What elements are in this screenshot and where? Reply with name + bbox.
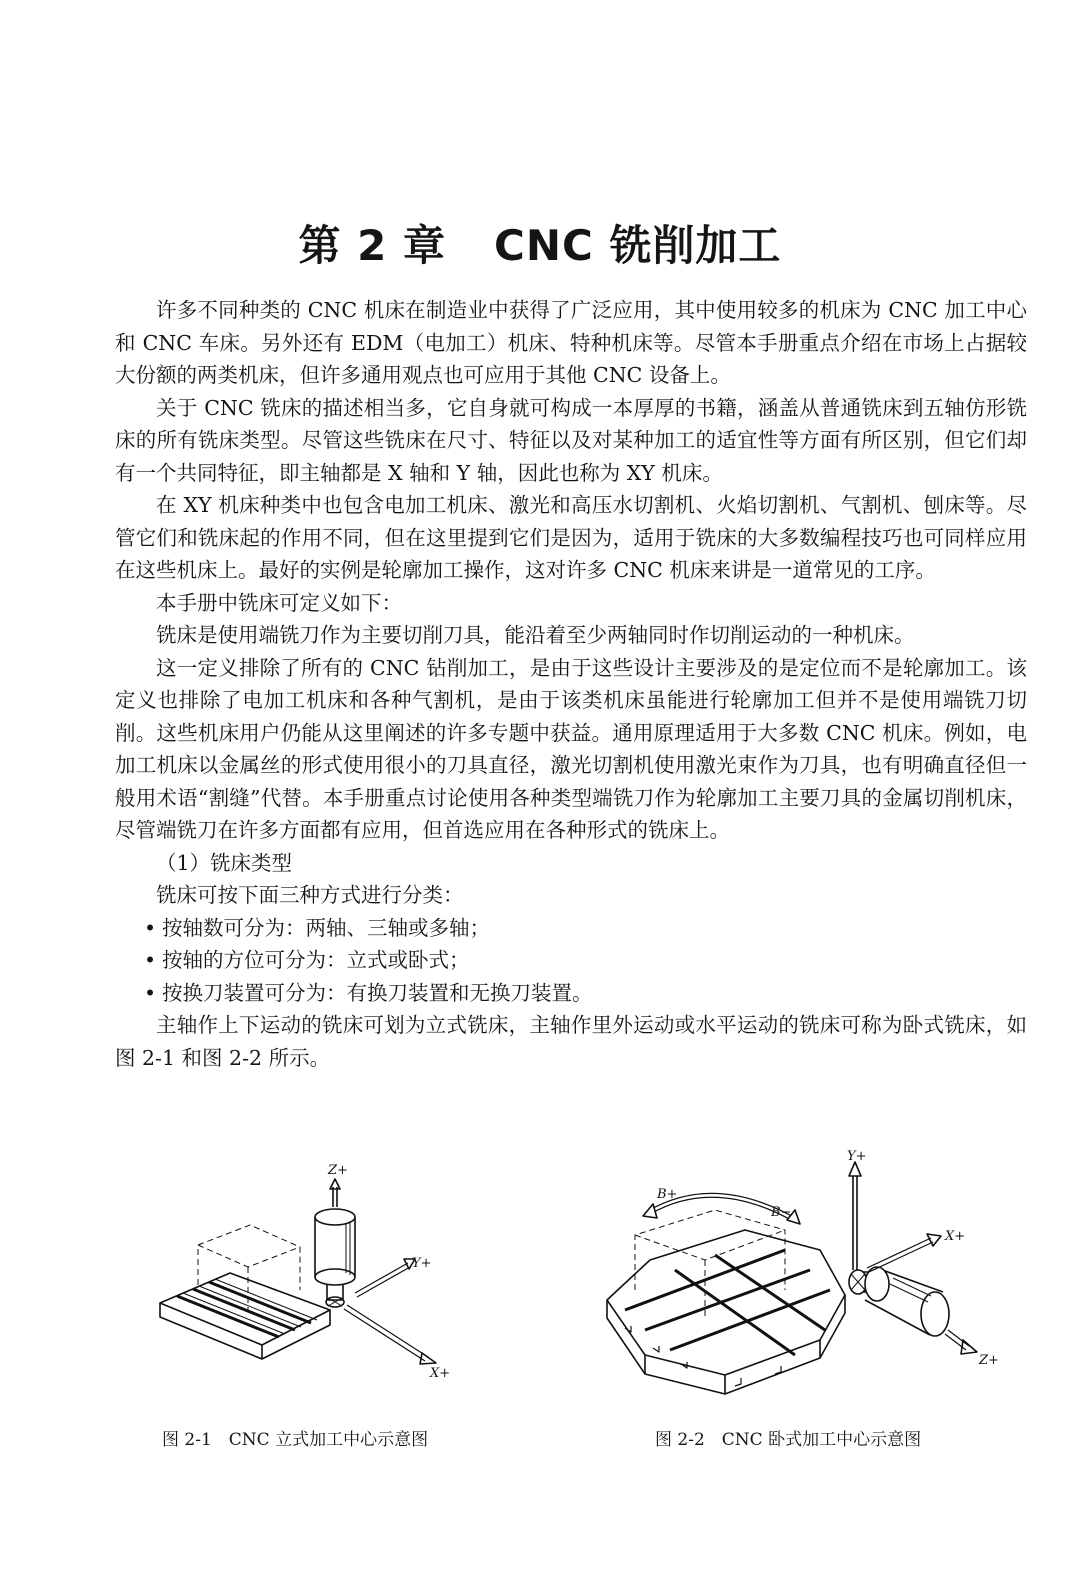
axis-label-y: Y+: [412, 1256, 432, 1271]
rotation-label-b-minus: B−: [771, 1205, 792, 1220]
figure-horizontal-machining-center: [595, 1150, 1000, 1415]
paragraph: 这一定义排除了所有的 CNC 钻削加工，是由于这些设计主要涉及的是定位而不是轮廓加工。该定义也排除了电加工机床和各种气割机，是由于该类机床虽能进行轮廓加工但并不是使用端铣刀切削。这些机床用户仍能从这里阐述的许多专题中获益。通用原理适用于大多数 CNC 机床。例如，电加工机床以金属丝的形式使用很小的刀具直径，激光切割机使用激光束作为刀具，也有明确直径但一般用术语“割缝”代替。本手册重点讨论使用各种类型端铣刀作为轮廓加工主要刀具的金属切削机床，尽管端铣刀在许多方面都有应用，但首选应用在各种形式的铣床上。: [115, 655, 1027, 842]
bullet-item: • 按轴的方位可分为：立式或卧式；: [115, 944, 1027, 977]
bullet-item: • 按换刀装置可分为：有换刀装置和无换刀装置。: [115, 977, 1027, 1010]
chapter-number: 第 2 章: [298, 221, 447, 270]
figure-vertical-machining-center: [150, 1155, 480, 1385]
rotation-label-b-plus: B+: [657, 1187, 678, 1202]
axis-label-y: Y+: [847, 1150, 867, 1164]
chapter-name: CNC 铣削加工: [494, 221, 782, 270]
chapter-title: [0, 213, 1080, 273]
figure-2-2-caption: 图 2-2 CNC 卧式加工中心示意图: [655, 1430, 922, 1450]
paragraph: 铣床可按下面三种方式进行分类：: [156, 883, 464, 907]
section-heading: （1）铣床类型: [156, 850, 293, 875]
paragraph: 本手册中铣床可定义如下：: [156, 590, 402, 615]
axis-label-z: Z+: [328, 1163, 348, 1178]
axis-label-x: X+: [430, 1366, 451, 1381]
bullet-icon: •: [144, 948, 157, 972]
paragraph: 主轴作上下运动的铣床可划为立式铣床，主轴作里外运动或水平运动的铣床可称为卧式铣床，如图 2-1 和图 2-2 所示。: [115, 1013, 1027, 1070]
figure-2-1-caption: 图 2-1 CNC 立式加工中心示意图: [162, 1430, 429, 1450]
paragraph: 许多不同种类的 CNC 机床在制造业中获得了广泛应用，其中使用较多的机床为 CNC 加工中心和 CNC 车床。另外还有 EDM（电加工）机床、特种机床等。尽管本手册重点介绍在市场上占据较大份额的两类机床，但许多通用观点也可应用于其他 CNC 设备上。: [115, 298, 1027, 387]
axis-label-x: X+: [945, 1229, 966, 1244]
bullet-icon: •: [144, 915, 157, 940]
paragraph: 关于 CNC 铣床的描述相当多，它自身就可构成一本厚厚的书籍，涵盖从普通铣床到五轴仿形铣床的所有铣床类型。尽管这些铣床在尺寸、特征以及对某种加工的适宜性等方面有所区别，但它们却有一个共同特征，即主轴都是 X 轴和 Y 轴，因此也称为 XY 机床。: [115, 395, 1027, 485]
axis-label-z: Z+: [979, 1353, 999, 1368]
bullet-icon: •: [144, 980, 157, 1005]
bullet-item: • 按轴数可分为：两轴、三轴或多轴；: [115, 912, 1027, 945]
definition: 铣床是使用端铣刀作为主要切削刀具，能沿着至少两轴同时作切削运动的一种机床。: [156, 623, 915, 647]
body-text: [115, 294, 1027, 1074]
paragraph: 在 XY 机床种类中也包含电加工机床、激光和高压水切割机、火焰切割机、气割机、刨床等。尽管它们和铣床起的作用不同，但在这里提到它们是因为，适用于铣床的大多数编程技巧也可同样应用在这些机床上。最好的实例是轮廓加工操作，这对许多 CNC 机床来讲是一道常见的工序。: [115, 493, 1027, 582]
